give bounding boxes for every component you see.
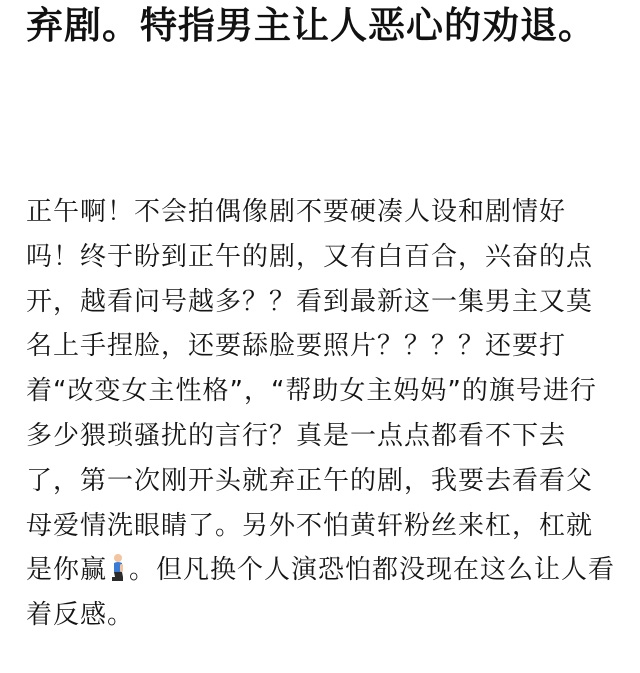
- post-body-text-part-2: 。但凡换个人演恐怕都没现在这么让人看着反感。: [26, 555, 616, 631]
- post-body: [26, 190, 616, 638]
- post-body-text-part-1: 正午啊！不会拍偶像剧不要硬凑人设和剧情好吗！终于盼到正午的剧，又有白百合，兴奋的点开，越看问号越多？？看到最新这一集男主又莫名上手捏脸，还要舔脸要照片？？？？还要打着“改变女主性格”，“帮助女主妈妈”的旗号进行多少猥琐骚扰的言行？真是一点点都看不下去了，第一次刚开头就弃正午的剧，我要去看看父母爱情洗眼睛了。另外不怕黄轩粉丝来杠，杠就是你赢: [26, 197, 597, 586]
- emoji-leg-thigh: [114, 572, 123, 577]
- kneeling-person-icon: [108, 553, 128, 583]
- emoji-leg-shin: [112, 577, 123, 581]
- emoji-head: [114, 554, 122, 562]
- post-title: 弃剧。特指男主让人恶心的劝退。: [26, 4, 596, 47]
- emoji-arm: [120, 564, 123, 572]
